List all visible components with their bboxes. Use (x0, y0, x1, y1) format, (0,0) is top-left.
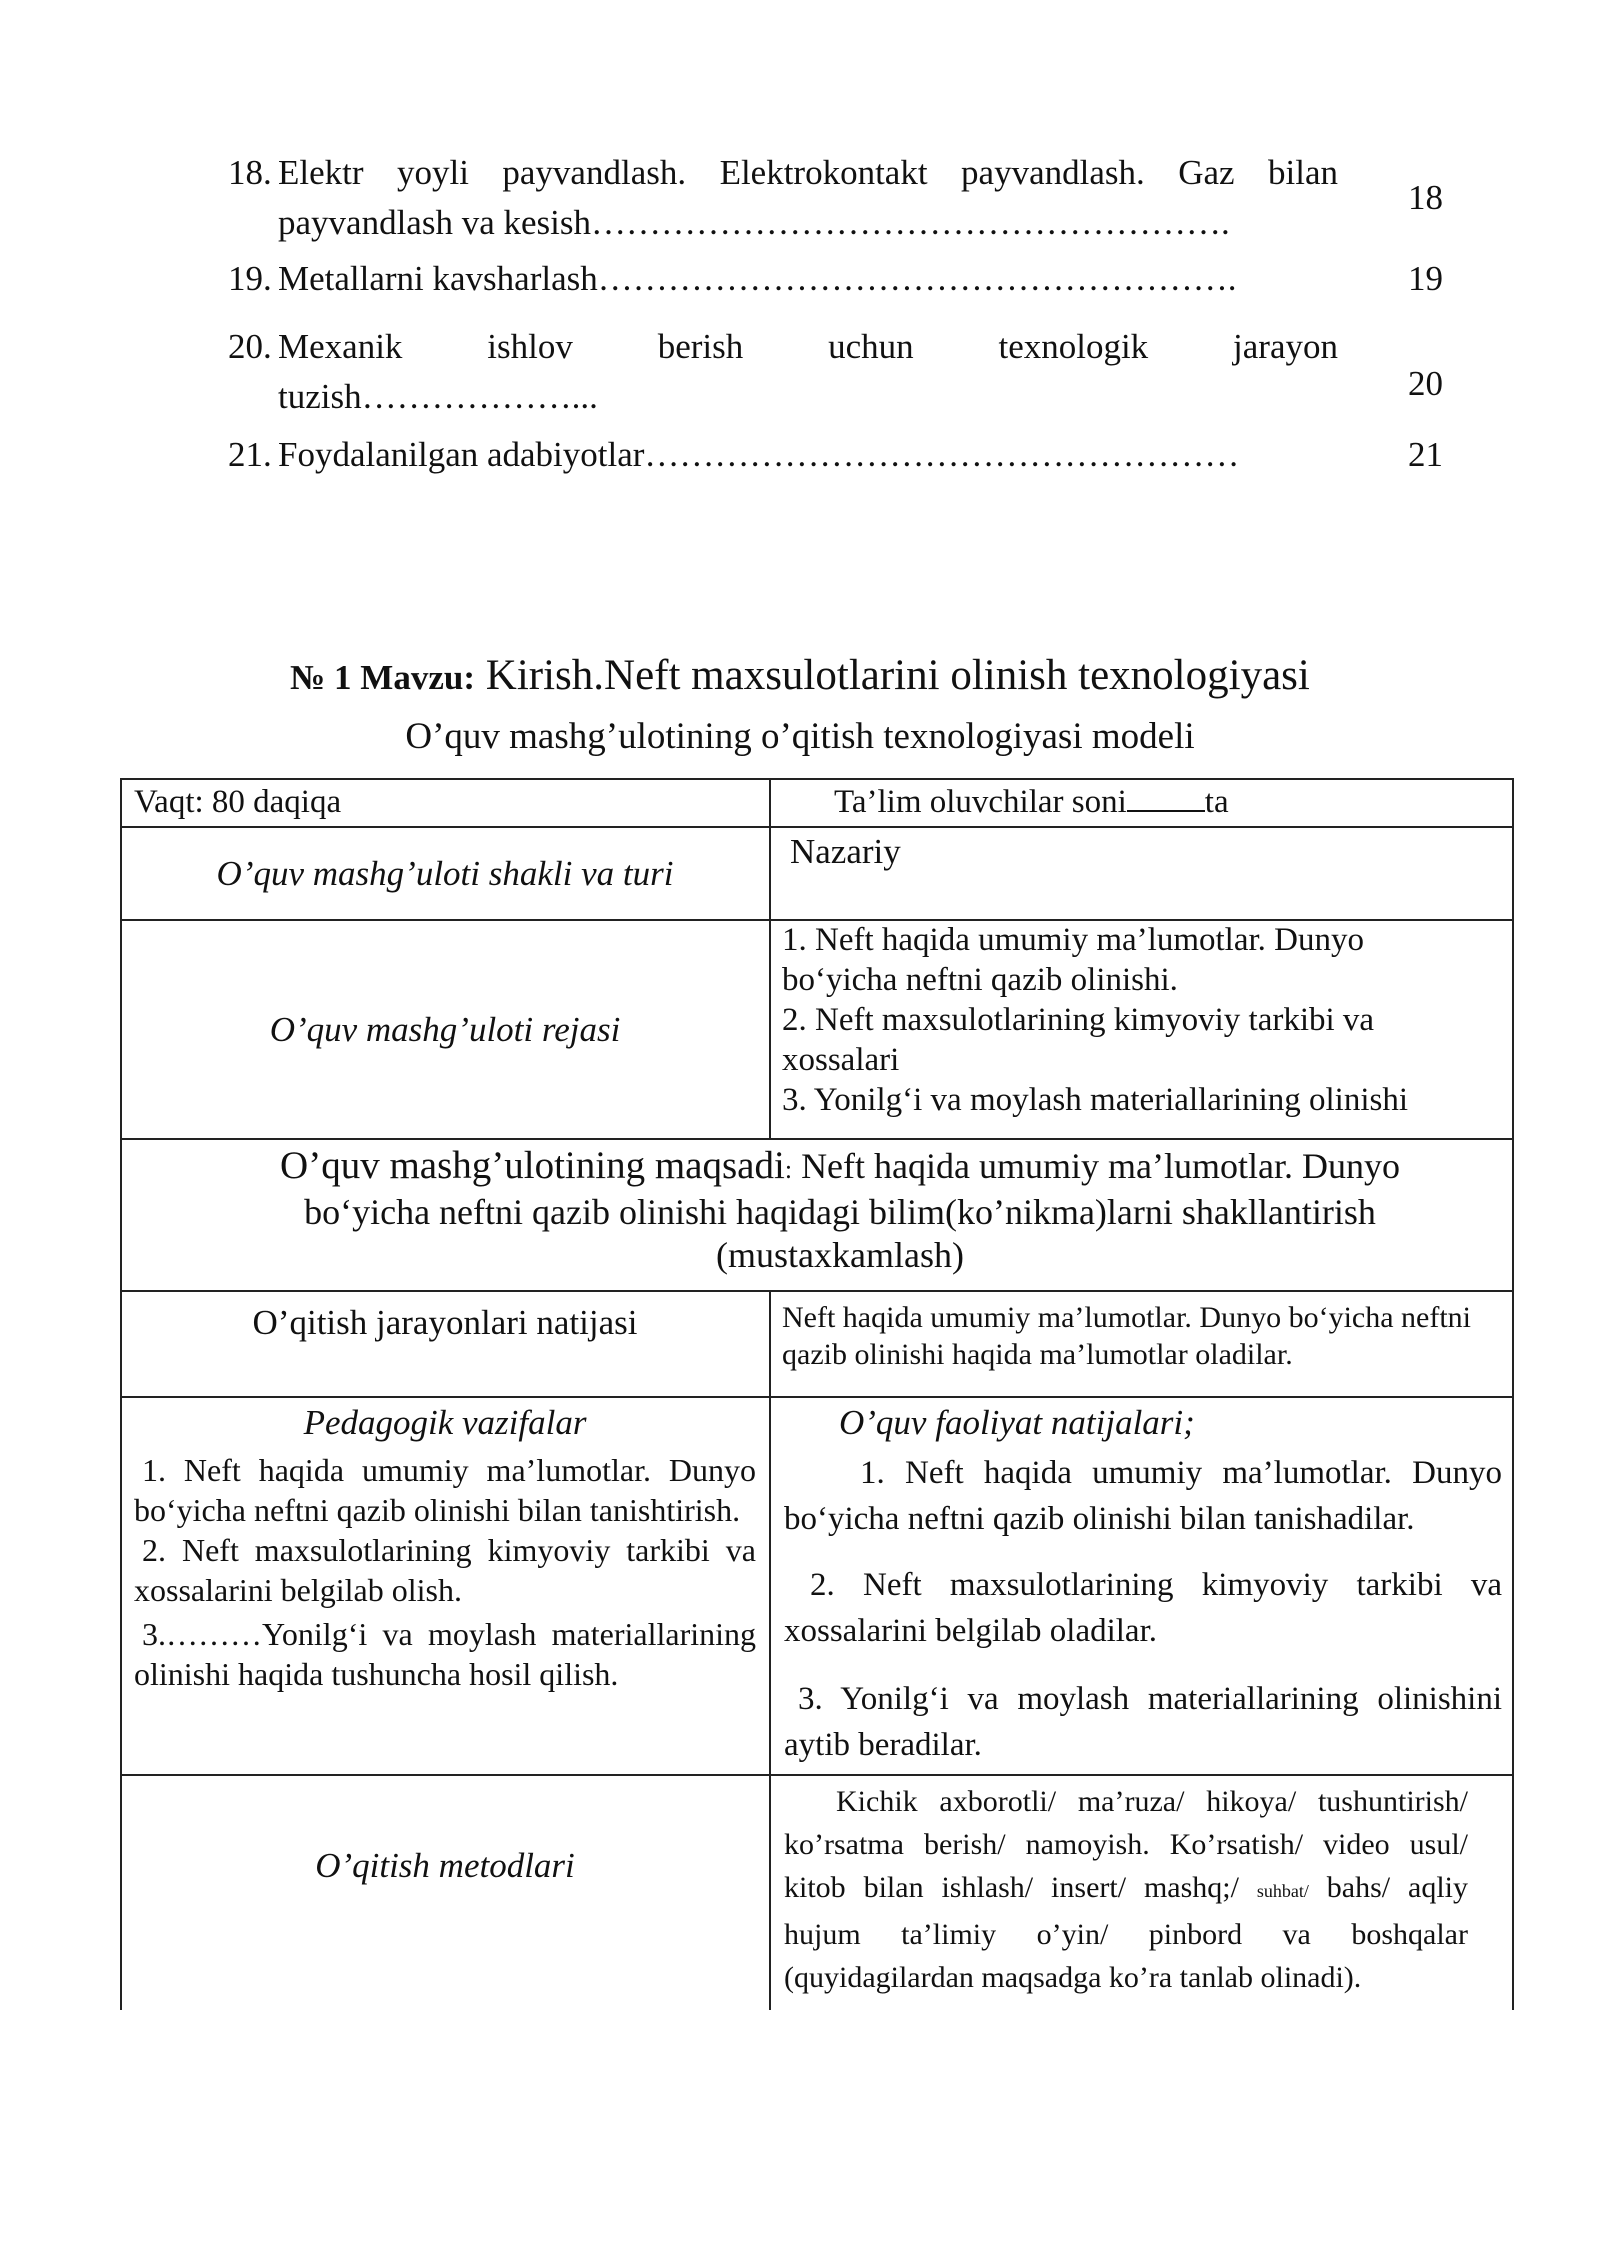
lesson-topic: Kirish.Neft maxsulotlarini olinish texnologiyasi (485, 652, 1310, 699)
table-of-contents (228, 148, 1443, 480)
toc-title-continued: payvandlash va kesish………………………………………………. (278, 203, 1230, 242)
pedagogical-task-item: 3.………Yonilg‘i va moylash materiallarining olinishi haqida tushuncha hosil qilish. (134, 1616, 756, 1692)
toc-title: Foydalanilgan adabiyotlar…………………………………………… (278, 435, 1240, 474)
teaching-methods-value (784, 1780, 1468, 2010)
lesson-plan-label: O’quv mashg’uloti rejasi (269, 1010, 621, 1049)
students-count-suffix: ta (1204, 784, 1229, 820)
toc-entry-18[interactable] (228, 148, 1443, 248)
lesson-goal-text: Neft haqida umumiy ma’lumotlar. Dunyo bo‘yicha neftni qazib olinishi haqidagi bilim(ko’nikma)larni shakllantirish (mustaxkamlash) (304, 1146, 1400, 1275)
lesson-form-value: Nazariy (790, 832, 901, 871)
toc-title: Metallarni kavsharlash………………………………………………. (278, 259, 1237, 298)
toc-title: Mexanik ishlov berish uchun texnologik jarayon (278, 327, 1338, 366)
lesson-plan-item: 1. Neft haqida umumiy ma’lumotlar. Dunyo bo‘yicha neftni qazib olinishi. (782, 922, 1364, 998)
learning-outcome-item: 2. Neft maxsulotlarining kimyoviy tarkibi va xossalarini belgilab oladilar. (784, 1567, 1502, 1649)
students-count-label: Ta’lim oluvchilar soni (834, 784, 1127, 820)
time-cell: Vaqt: 80 daqiqa (134, 784, 342, 820)
toc-number: 20. (228, 327, 272, 366)
pedagogical-task-item: 1. Neft haqida umumiy ma’lumotlar. Dunyo bo‘yicha neftni qazib olinishi bilan tanishtirish. (134, 1452, 756, 1528)
table-border (1512, 778, 1514, 2010)
lesson-subtitle: O’quv mashg’ulotining o’qitish texnologiyasi modeli (405, 716, 1195, 757)
toc-title: Elektr yoyli payvandlash. Elektrokontakt payvandlash. Gaz bilan (278, 153, 1338, 192)
learning-outcome-item: 1. Neft haqida umumiy ma’lumotlar. Dunyo bo‘yicha neftni qazib olinishi bilan tanishadilar. (784, 1455, 1502, 1537)
toc-number: 19. (228, 259, 272, 298)
students-count-blank (1127, 780, 1205, 812)
learning-outcomes-cell (784, 1398, 1502, 1774)
learning-outcomes-header: O’quv faoliyat natijalari; (839, 1403, 1195, 1442)
teaching-methods-text: Kichik axborotli/ ma’ruza/ hikoya/ tushuntirish/ ko’rsatma berish/ namoyish. Ko’rsatish/ video usul/ kitob bilan ishlash/ insert/ mashq;/ (784, 1785, 1468, 1904)
teaching-methods-text-continued: bahs/ aqliy hujum ta’limiy o’yin/ pinbord va boshqalar (quyidagilardan maqsadga ko’ra tanlab olinadi). (784, 1871, 1468, 1994)
lesson-plan-list (782, 920, 1482, 1137)
lesson-goal-label: O’quv mashg’ulotining maqsadi (280, 1144, 785, 1187)
toc-page-number: 18 (1408, 178, 1443, 217)
toc-page-number: 19 (1408, 259, 1443, 298)
teaching-results-value: Neft haqida umumiy ma’lumotlar. Dunyo bo‘yicha neftni qazib olinishi haqida ma’lumotlar oladilar. (782, 1301, 1472, 1371)
lesson-plan-item: 2. Neft maxsulotlarining kimyoviy tarkibi va xossalari (782, 1002, 1375, 1078)
teaching-methods-small: suhbat/ (1256, 1881, 1309, 1901)
teaching-methods-label: O’qitish metodlari (315, 1846, 575, 1885)
toc-entry-21[interactable] (228, 430, 1443, 480)
teaching-results-label: O’qitish jarayonlari natijasi (252, 1303, 638, 1342)
lesson-goal (240, 1140, 1440, 1290)
lesson-title (0, 648, 1600, 706)
lesson-plan-item: 3. Yonilg‘i va moylash materiallarining olinishi (782, 1082, 1409, 1118)
students-count-cell (834, 778, 1494, 826)
toc-entry-19[interactable] (228, 254, 1443, 304)
lesson-model-table (120, 778, 1514, 2010)
pedagogical-tasks-header: Pedagogik vazifalar (303, 1403, 587, 1442)
lesson-goal-colon: : (784, 1155, 793, 1184)
pedagogical-task-item: 2. Neft maxsulotlarining kimyoviy tarkibi va xossalarini belgilab olish. (134, 1532, 756, 1608)
lesson-number-label: № 1 Mavzu: (290, 658, 476, 697)
pedagogical-tasks-cell (134, 1398, 756, 1774)
toc-number: 18. (228, 153, 272, 192)
toc-title-continued: tuzish………………... (278, 377, 598, 416)
toc-page-number: 20 (1408, 364, 1443, 403)
lesson-form-label: O’quv mashg’uloti shakli va turi (216, 854, 674, 893)
toc-number: 21. (228, 435, 272, 474)
toc-entry-20[interactable] (228, 322, 1443, 422)
learning-outcome-item: 3. Yonilg‘i va moylash materiallarining olinishini aytib beradilar. (784, 1681, 1502, 1763)
toc-page-number: 21 (1408, 435, 1443, 474)
